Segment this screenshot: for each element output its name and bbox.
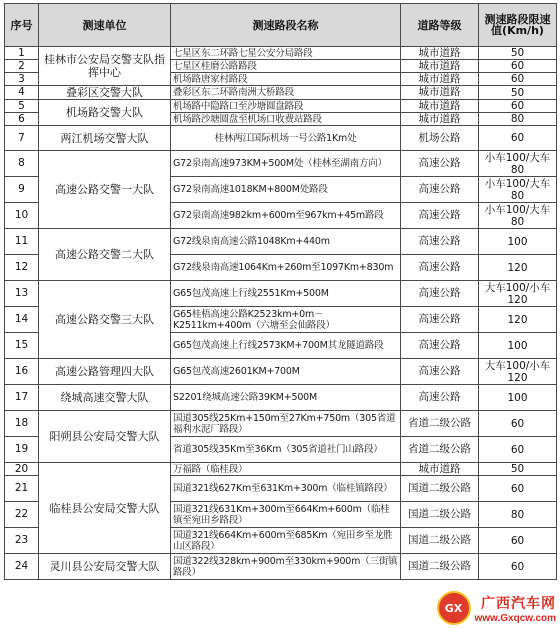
row-index: 1 (5, 47, 39, 60)
level-cell: 省道二级公路 (401, 437, 479, 463)
unit-cell: 两江机场交警大队 (39, 126, 171, 151)
row-index: 15 (5, 333, 39, 359)
header-road: 测速路段名称 (171, 4, 401, 47)
header-index: 序号 (5, 4, 39, 47)
watermark-title: 广西汽车网 (481, 595, 556, 612)
unit-cell: 临桂县公安局交警大队 (39, 463, 171, 554)
limit-cell: 50 (479, 86, 557, 100)
level-cell: 高速公路 (401, 385, 479, 411)
limit-cell: 大车100/小车120 (479, 281, 557, 307)
road-cell: G72线泉南高速1064Km+260m至1097Km+830m (171, 255, 401, 281)
row-index: 20 (5, 463, 39, 476)
row-index: 4 (5, 86, 39, 100)
table-row (5, 100, 557, 113)
row-index: 2 (5, 60, 39, 73)
level-cell: 城市道路 (401, 86, 479, 100)
level-cell: 城市道路 (401, 47, 479, 60)
row-index: 8 (5, 151, 39, 177)
row-index: 12 (5, 255, 39, 281)
road-cell: 国道321线664Km+600m至685Km（宛田乡至龙胜山区路段） (171, 528, 401, 554)
unit-cell: 叠彩区交警大队 (39, 86, 171, 100)
limit-cell: 小车100/大车80 (479, 177, 557, 203)
header-unit: 测速单位 (39, 4, 171, 47)
row-index: 6 (5, 113, 39, 126)
level-cell: 城市道路 (401, 463, 479, 476)
table-row (5, 411, 557, 437)
road-cell: 机场路沙塘圆盘至机场口收费站路段 (171, 113, 401, 126)
road-cell: 国道321线627Km至631Km+300m（临桂镇路段） (171, 476, 401, 502)
road-cell: 省道305线35Km至36Km（305省道社门山路段） (171, 437, 401, 463)
limit-cell: 100 (479, 229, 557, 255)
limit-cell: 120 (479, 307, 557, 333)
road-cell: 万福路（临桂段） (171, 463, 401, 476)
row-index: 17 (5, 385, 39, 411)
limit-cell: 60 (479, 554, 557, 580)
road-cell: G72泉南高速973KM+500M处（桂林至湖南方向） (171, 151, 401, 177)
road-cell: 机场路唐家村路段 (171, 73, 401, 86)
level-cell: 省道二级公路 (401, 411, 479, 437)
header-level: 道路等级 (401, 4, 479, 47)
limit-cell: 100 (479, 333, 557, 359)
limit-cell: 60 (479, 60, 557, 73)
level-cell: 高速公路 (401, 177, 479, 203)
level-cell: 城市道路 (401, 60, 479, 73)
limit-cell: 60 (479, 100, 557, 113)
level-cell: 城市道路 (401, 113, 479, 126)
limit-cell: 50 (479, 47, 557, 60)
road-cell: G72泉南高速982km+600m至967km+45m路段 (171, 203, 401, 229)
limit-cell: 60 (479, 126, 557, 151)
row-index: 14 (5, 307, 39, 333)
unit-cell: 桂林市公安局交警支队指挥中心 (39, 47, 171, 86)
header-limit: 测速路段限速值(Km/h) (479, 4, 557, 47)
limit-cell: 60 (479, 411, 557, 437)
table-row (5, 359, 557, 385)
row-index: 5 (5, 100, 39, 113)
unit-cell: 机场路交警大队 (39, 100, 171, 126)
road-cell: 国道305线25Km+150m至27Km+750m（305省道福利水泥厂路段） (171, 411, 401, 437)
road-cell: 机场路中隐路口至沙塘圆盘路段 (171, 100, 401, 113)
level-cell: 机场公路 (401, 126, 479, 151)
unit-cell: 高速公路交警二大队 (39, 229, 171, 281)
level-cell: 城市道路 (401, 73, 479, 86)
level-cell: 高速公路 (401, 203, 479, 229)
level-cell: 城市道路 (401, 100, 479, 113)
road-cell: 国道322线328km+900m至330km+900m（三街镇路段） (171, 554, 401, 580)
limit-cell: 60 (479, 528, 557, 554)
row-index: 11 (5, 229, 39, 255)
speed-camera-table (4, 3, 557, 580)
limit-cell: 60 (479, 476, 557, 502)
level-cell: 高速公路 (401, 151, 479, 177)
limit-cell: 小车100/大车80 (479, 203, 557, 229)
row-index: 23 (5, 528, 39, 554)
watermark-text (475, 593, 557, 624)
road-cell: G72线泉南高速公路1048Km+440m (171, 229, 401, 255)
site-watermark (436, 590, 556, 626)
level-cell: 高速公路 (401, 229, 479, 255)
road-cell: 叠彩区东二环路南洲大桥路段 (171, 86, 401, 100)
row-index: 24 (5, 554, 39, 580)
table-row (5, 463, 557, 476)
road-cell: G65包茂高速上行线2573KM+700M其龙隧道路段 (171, 333, 401, 359)
table-row (5, 47, 557, 60)
road-cell: 七星区东二环路七星公安分局路段 (171, 47, 401, 60)
table-row (5, 126, 557, 151)
row-index: 19 (5, 437, 39, 463)
limit-cell: 80 (479, 502, 557, 528)
row-index: 16 (5, 359, 39, 385)
unit-cell: 高速公路交警一大队 (39, 151, 171, 229)
row-index: 3 (5, 73, 39, 86)
level-cell: 国道二级公路 (401, 502, 479, 528)
road-cell: 桂林两江国际机场一号公路1Km处 (171, 126, 401, 151)
unit-cell: 高速公路管理四大队 (39, 359, 171, 385)
limit-cell: 80 (479, 113, 557, 126)
level-cell: 国道二级公路 (401, 554, 479, 580)
limit-cell: 50 (479, 463, 557, 476)
road-cell: 国道321线631Km+300m至664Km+600m（临桂镇至宛田乡路段） (171, 502, 401, 528)
row-index: 18 (5, 411, 39, 437)
limit-cell: 100 (479, 385, 557, 411)
level-cell: 国道二级公路 (401, 476, 479, 502)
road-cell: 七星区桂磨公路路段 (171, 60, 401, 73)
row-index: 21 (5, 476, 39, 502)
road-cell: G65包茂高速上行线2551Km+500M (171, 281, 401, 307)
table-row (5, 151, 557, 177)
row-index: 13 (5, 281, 39, 307)
level-cell: 国道二级公路 (401, 528, 479, 554)
limit-cell: 120 (479, 255, 557, 281)
watermark-url: www.Gxqcw.com (474, 612, 556, 624)
row-index: 7 (5, 126, 39, 151)
limit-cell: 60 (479, 73, 557, 86)
table-row (5, 229, 557, 255)
unit-cell: 绕城高速交警大队 (39, 385, 171, 411)
limit-cell: 大车100/小车120 (479, 359, 557, 385)
level-cell: 高速公路 (401, 281, 479, 307)
table-row (5, 385, 557, 411)
limit-cell: 小车100/大车80 (479, 151, 557, 177)
road-cell: S2201绕城高速公路39KM+500M (171, 385, 401, 411)
road-cell: G65桂梧高速公路K2523km+0m－K2511km+400m（六塘至会仙路段） (171, 307, 401, 333)
row-index: 9 (5, 177, 39, 203)
table-row (5, 554, 557, 580)
table-header-row (5, 4, 557, 47)
unit-cell: 高速公路交警三大队 (39, 281, 171, 359)
row-index: 22 (5, 502, 39, 528)
limit-cell: 60 (479, 437, 557, 463)
site-logo-icon: GX (437, 591, 471, 625)
table-row (5, 86, 557, 100)
unit-cell: 阳朔县公安局交警大队 (39, 411, 171, 463)
level-cell: 高速公路 (401, 307, 479, 333)
level-cell: 高速公路 (401, 333, 479, 359)
table-row (5, 281, 557, 307)
row-index: 10 (5, 203, 39, 229)
road-cell: G65包茂高速2601KM+700M (171, 359, 401, 385)
unit-cell: 灵川县公安局交警大队 (39, 554, 171, 580)
level-cell: 高速公路 (401, 255, 479, 281)
road-cell: G72泉南高速1018KM+800M处路段 (171, 177, 401, 203)
level-cell: 高速公路 (401, 359, 479, 385)
